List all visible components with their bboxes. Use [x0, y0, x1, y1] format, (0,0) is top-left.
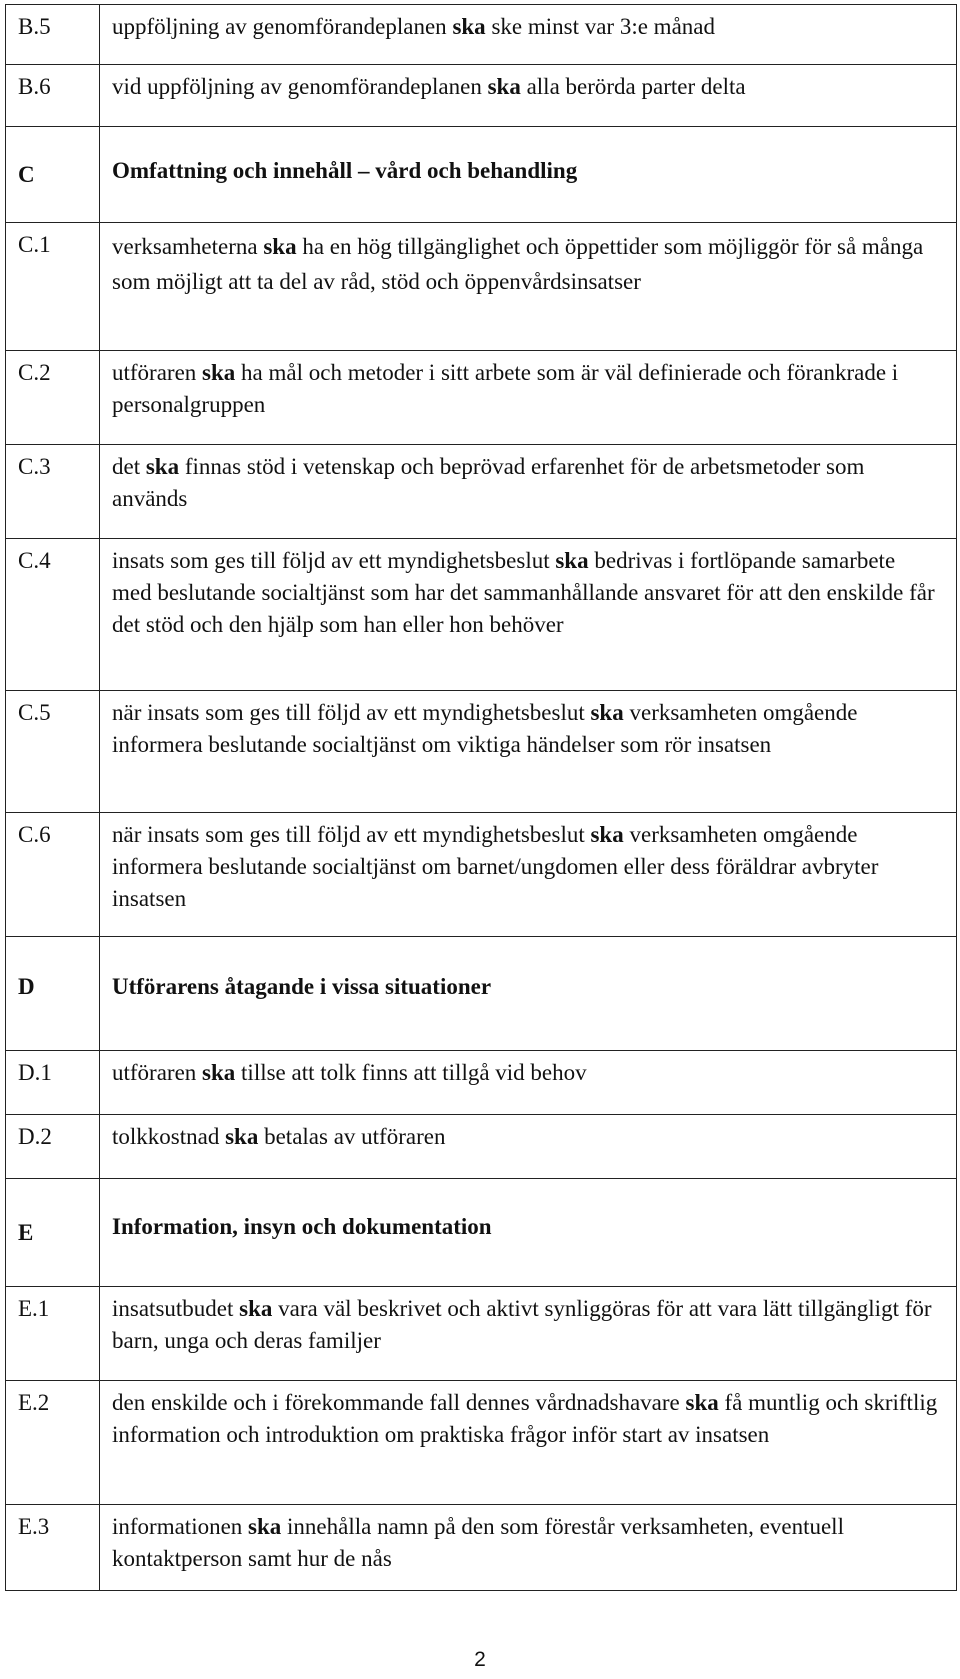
row-code: C.5 [6, 691, 100, 813]
table-row [6, 1287, 957, 1381]
row-text: vid uppföljning av genomförandeplanen ska alla berörda parter delta [100, 65, 957, 127]
table-row [6, 445, 957, 539]
section-title: Utförarens åtagande i vissa situationer [100, 937, 957, 1051]
section-row [6, 127, 957, 223]
row-code: E.1 [6, 1287, 100, 1381]
section-code: E [6, 1179, 100, 1287]
row-code: C.2 [6, 351, 100, 445]
table-row [6, 351, 957, 445]
table-row [6, 65, 957, 127]
section-code: D [6, 937, 100, 1051]
row-text: utföraren ska tillse att tolk finns att tillgå vid behov [100, 1051, 957, 1115]
row-code: C.3 [6, 445, 100, 539]
section-row [6, 1179, 957, 1287]
table-row [6, 1505, 957, 1591]
row-text: den enskilde och i förekommande fall dennes vårdnadshavare ska få muntlig och skriftlig information och introduktion om praktiska frågor inför start av insatsen [100, 1381, 957, 1505]
table-row [6, 691, 957, 813]
row-text: tolkkostnad ska betalas av utföraren [100, 1115, 957, 1179]
row-code: C.1 [6, 223, 100, 351]
row-code: C.6 [6, 813, 100, 937]
table-row [6, 1381, 957, 1505]
row-text: insats som ges till följd av ett myndighetsbeslut ska bedrivas i fortlöpande samarbete med beslutande socialtjänst som har det sammanhållande ansvaret för att den enskilde får det stöd och den hjälp som han eller hon behöver [100, 539, 957, 691]
row-text: utföraren ska ha mål och metoder i sitt arbete som är väl definierade och förankrade i personalgruppen [100, 351, 957, 445]
row-text: när insats som ges till följd av ett myndighetsbeslut ska verksamheten omgående informera beslutande socialtjänst om barnet/ungdomen eller dess föräldrar avbryter insatsen [100, 813, 957, 937]
row-code: C.4 [6, 539, 100, 691]
row-text: verksamheterna ska ha en hög tillgänglighet och öppettider som möjliggör för så många som möjligt att ta del av råd, stöd och öppenvårdsinsatser [100, 223, 957, 351]
row-text: uppföljning av genomförandeplanen ska ske minst var 3:e månad [100, 5, 957, 65]
row-text: när insats som ges till följd av ett myndighetsbeslut ska verksamheten omgående informera beslutande socialtjänst om viktiga händelser som rör insatsen [100, 691, 957, 813]
table-row [6, 1051, 957, 1115]
row-code: B.6 [6, 65, 100, 127]
row-text: informationen ska innehålla namn på den som förestår verksamheten, eventuell kontaktperson samt hur de nås [100, 1505, 957, 1591]
row-text: det ska finnas stöd i vetenskap och beprövad erfarenhet för de arbetsmetoder som används [100, 445, 957, 539]
requirements-table [5, 4, 957, 1591]
row-code: D.2 [6, 1115, 100, 1179]
section-row [6, 937, 957, 1051]
table-row [6, 539, 957, 691]
row-text: insatsutbudet ska vara väl beskrivet och aktivt synliggöras för att vara lätt tillgängligt för barn, unga och deras familjer [100, 1287, 957, 1381]
row-code: D.1 [6, 1051, 100, 1115]
row-code: E.3 [6, 1505, 100, 1591]
row-code: E.2 [6, 1381, 100, 1505]
table-row [6, 223, 957, 351]
table-row [6, 1115, 957, 1179]
page-number: 2 [474, 1648, 486, 1671]
section-title: Information, insyn och dokumentation [100, 1179, 957, 1287]
section-title: Omfattning och innehåll – vård och behandling [100, 127, 957, 223]
table-row [6, 813, 957, 937]
row-code: B.5 [6, 5, 100, 65]
table-row [6, 5, 957, 65]
section-code: C [6, 127, 100, 223]
